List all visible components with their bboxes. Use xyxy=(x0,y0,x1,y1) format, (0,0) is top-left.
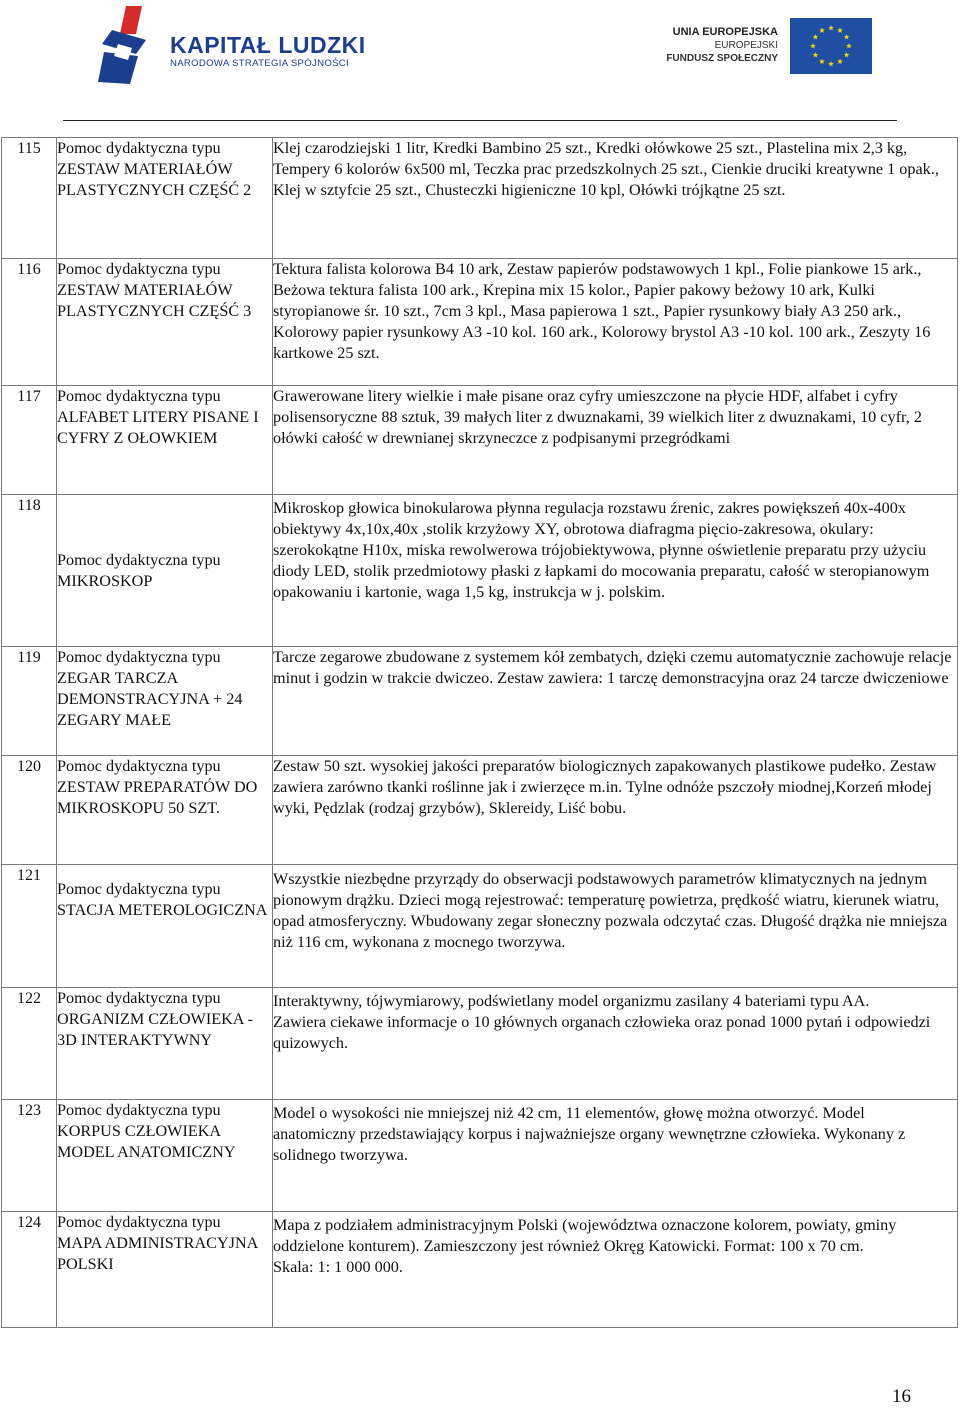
description-line: Skala: 1: 1 000 000. xyxy=(273,1258,403,1276)
item-number: 123 xyxy=(2,1100,57,1212)
item-type-prefix: Pomoc dydaktyczna typu xyxy=(57,550,221,569)
eu-flag-icon xyxy=(790,18,872,74)
item-type-prefix: Pomoc dydaktyczna typu xyxy=(57,387,221,405)
item-description xyxy=(273,1100,958,1212)
eu-line-2: EUROPEJSKI xyxy=(714,40,778,51)
table-row xyxy=(2,1100,958,1212)
table-row xyxy=(2,756,958,865)
item-type-name: ALFABET LITERY PISANE I CYFRY Z OŁOWKIEM xyxy=(57,408,259,447)
item-type-name: ORGANIZM CZŁOWIEKA - 3D INTERAKTYWNY xyxy=(57,1010,254,1049)
item-description: Mikroskop głowica binokularowa płynna regulacja rozstawu źrenic, zakres powiększeń 40x-400x obiektywy 4x,10x,40x ,stolik krzyżowy XY, obrotowa diafragma pięcio-zakresowa, okulary: szerokokątne H10x, miska rewolwerowa trójobiektywowa, płynne oświetlenie preparatu przy użyciu diody LED, stolik przedmiotowy płaski z łapkami do mocowania preparatu, całość w steropianowym opakowaniu i kartonie, waga 1,5 kg, instrukcja w j. polskim. xyxy=(273,495,958,647)
kapital-ludzki-logo-icon xyxy=(96,4,166,86)
item-type-prefix: Pomoc dydaktyczna typu xyxy=(57,989,221,1007)
item-type xyxy=(57,647,273,756)
description-line: Model o wysokości nie mniejszej niż 42 cm, 11 elementów, głowę można otworzyć. Model xyxy=(273,1104,865,1122)
item-type-name: MIKROSKOP xyxy=(57,571,153,590)
item-description xyxy=(273,988,958,1100)
item-description: Grawerowane litery wielkie i małe pisane oraz cyfry umieszczone na płycie HDF, alfabet i cyfry polisensoryczne 88 sztuk, 39 małych liter z dwuznakami, 39 wielkich liter z dwuznakami, 10 cyfr, 2 ołówki całość w drewnianej skrzyneczce z podpisanymi przegródkami xyxy=(273,386,958,495)
item-type-prefix: Pomoc dydaktyczna typu xyxy=(57,757,221,775)
eu-line-1: UNIA EUROPEJSKA xyxy=(672,26,778,38)
item-number: 120 xyxy=(2,756,57,865)
item-type-prefix: Pomoc dydaktyczna typu xyxy=(57,1213,221,1231)
table-row xyxy=(2,386,958,495)
item-type xyxy=(57,1212,273,1328)
eu-line-3: FUNDUSZ SPOŁECZNY xyxy=(666,53,778,64)
item-number: 118 xyxy=(2,495,57,647)
description-line: Mapa z podziałem administracyjnym Polski (województwa oznaczone kolorem, powiaty, gminy oddzielone konturem). Zamieszczony jest również Okręg Katowicki. Format: 100 x 70 cm. xyxy=(273,1216,897,1255)
item-number: 124 xyxy=(2,1212,57,1328)
item-type xyxy=(57,138,273,259)
item-type-name: ZESTAW MATERIAŁÓW PLASTYCZNYCH CZĘŚĆ 3 xyxy=(57,281,252,320)
item-type xyxy=(57,259,273,386)
item-description: Zestaw 50 szt. wysokiej jakości preparatów biologicznych zapakowanych plastikowe pudełko. Zestaw zawiera zarówno tkanki roślinne jak i zwierzęce m.in. Tylne odnóże pszczoły miodnej,Korzeń młodej wyki, Pędzlak (rodzaj grzybów), Sklereidy, Liść bobu. xyxy=(273,756,958,865)
table-row xyxy=(2,647,958,756)
item-type-name: STACJA METEROLOGICZNA xyxy=(57,901,268,919)
description-line: Zawiera ciekawe informacje o 10 głównych organach człowieka oraz ponad 1000 pytań i odpowiedzi quizowych. xyxy=(273,1013,931,1052)
item-type-prefix: Pomoc dydaktyczna typu xyxy=(57,1101,221,1119)
items-table xyxy=(1,137,958,1328)
item-number: 122 xyxy=(2,988,57,1100)
table-row xyxy=(2,865,958,988)
item-description: Wszystkie niezbędne przyrządy do obserwacji podstawowych parametrów klimatycznych na jednym pionowym drążku. Dzieci mogą rejestrować: temperaturę powietrza, prędkość wiatru, kierunek wiatru, opad atmosferyczny. Wbudowany zegar słoneczny pozwala odczytać czas. Długość drążka nie mniejsza niż 116 cm, wykonana z mocnego tworzywa. xyxy=(273,865,958,988)
item-number: 121 xyxy=(2,865,57,988)
item-type xyxy=(57,495,273,647)
item-type-name: KORPUS CZŁOWIEKA MODEL ANATOMICZNY xyxy=(57,1122,236,1161)
page-number: 16 xyxy=(892,1386,911,1407)
item-type-name: ZESTAW PREPARATÓW DO MIKROSKOPU 50 SZT. xyxy=(57,778,258,817)
item-type-prefix: Pomoc dydaktyczna typu xyxy=(57,139,221,157)
kapital-ludzki-subtitle: NARODOWA STRATEGIA SPÓJNOŚCI xyxy=(170,58,349,69)
kapital-ludzki-title: KAPITAŁ LUDZKI xyxy=(170,32,366,58)
item-number: 117 xyxy=(2,386,57,495)
item-type-prefix: Pomoc dydaktyczna typu xyxy=(57,260,221,278)
description-line: anatomiczny przedstawiający korpus i najważniejsze organy wewnętrzne człowieka. Wykonany z solidnego tworzywa. xyxy=(273,1125,906,1164)
item-number: 116 xyxy=(2,259,57,386)
item-number: 115 xyxy=(2,138,57,259)
item-type xyxy=(57,865,273,988)
item-type xyxy=(57,988,273,1100)
table-row xyxy=(2,138,958,259)
description-line: Interaktywny, tójwymiarowy, podświetlany model organizmu zasilany 4 bateriami typu AA. xyxy=(273,992,870,1010)
eu-logo-text xyxy=(666,26,778,65)
table-row xyxy=(2,988,958,1100)
item-type-name: ZEGAR TARCZA DEMONSTRACYJNA + 24 ZEGARY MAŁE xyxy=(57,669,243,729)
item-description: Tektura falista kolorowa B4 10 ark, Zestaw papierów podstawowych 1 kpl., Folie piankowe 15 ark., Beżowa tektura falista 100 ark., Krepina mix 15 kolor., Papier pakowy beżowy 10 ark, Kulki styropianowe śr. 10 szt., 7cm 3 kpl., Masa papierowa 1 szt., Papier rysunkowy biały A3 250 ark., Kolorowy papier rysunkowy A3 -10 kol. 160 ark., Kolorowy brystol A3 -10 kol. 100 ark., Zeszyty 16 kartkowe 25 szt. xyxy=(273,259,958,386)
page-header xyxy=(0,0,960,124)
item-description: Tarcze zegarowe zbudowane z systemem kół zembatych, dzięki czemu automatycznie zachowuje relacje minut i godzin w trakcie dwiczeo. Zestaw zawiera: 1 tarczę demonstracyjna oraz 24 tarcze dwiczeniowe xyxy=(273,647,958,756)
item-number: 119 xyxy=(2,647,57,756)
table-row xyxy=(2,1212,958,1328)
item-type-prefix: Pomoc dydaktyczna typu xyxy=(57,880,221,898)
table-row xyxy=(2,259,958,386)
item-type xyxy=(57,1100,273,1212)
item-type-name: ZESTAW MATERIAŁÓW PLASTYCZNYCH CZĘŚĆ 2 xyxy=(57,160,252,199)
header-rule xyxy=(63,120,897,121)
item-description xyxy=(273,1212,958,1328)
item-description: Klej czarodziejski 1 litr, Kredki Bambino 25 szt., Kredki ołówkowe 25 szt., Plastelina mix 2,3 kg, Tempery 6 kolorów 6x500 ml, Teczka prac przedszkolnych 25 szt., Cienkie druciki kreatywne 1 opak., Klej w sztyfcie 25 szt., Chusteczki higieniczne 10 kpl, Ołówki trójkątne 25 szt. xyxy=(273,138,958,259)
item-type xyxy=(57,756,273,865)
item-type xyxy=(57,386,273,495)
table-row xyxy=(2,495,958,647)
item-type-prefix: Pomoc dydaktyczna typu xyxy=(57,648,221,666)
item-type-name: MAPA ADMINISTRACYJNA POLSKI xyxy=(57,1234,258,1273)
